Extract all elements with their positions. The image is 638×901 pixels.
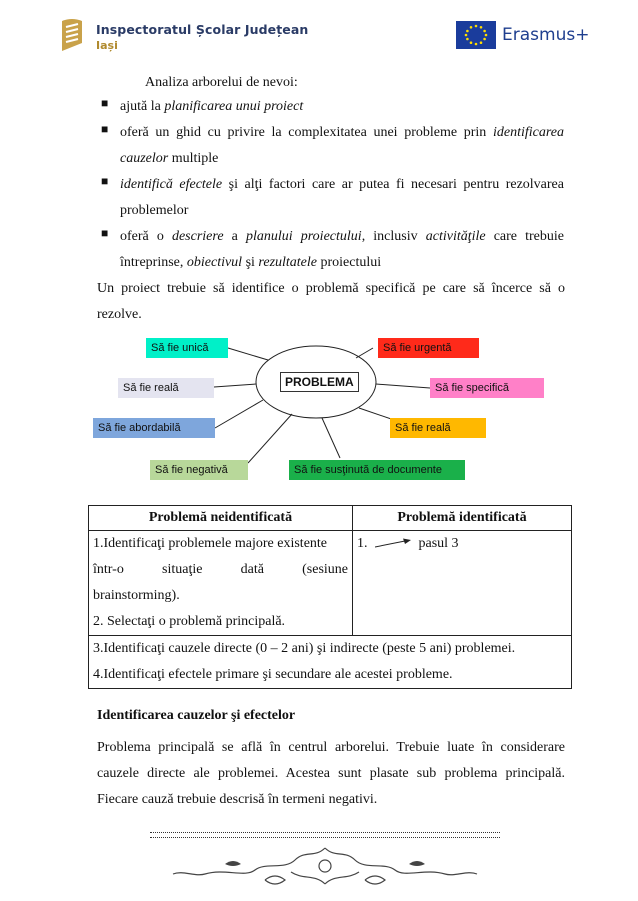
bullet-marker: ■ xyxy=(101,226,109,240)
bullet-3-line1: identifică efectele şi alţi factori care ar putea fi necesari pentru rezolvarea xyxy=(120,177,564,192)
bullet-4-line2: întreprinse, obiectivul şi rezultatele proiectului xyxy=(120,255,382,270)
section-heading: Identificarea cauzelor şi efectelor xyxy=(97,708,296,723)
table-cell-causes-effects xyxy=(89,636,572,689)
table-line: 3.Identificaţi cauzele directe (0 – 2 ani) şi indirecte (peste 5 ani) problemei. xyxy=(93,641,516,656)
footer-divider xyxy=(150,832,500,838)
table-header-right: Problemă identificată xyxy=(353,506,572,531)
bullet-marker: ■ xyxy=(101,174,109,188)
table-step-number: 1. xyxy=(357,536,368,551)
bullet-2-line1: oferă un ghid cu privire la complexitatea unei probleme prin identificarea xyxy=(120,125,564,140)
org-name: Inspectoratul Școlar Județean xyxy=(96,22,309,37)
paragraph-1-line2: rezolve. xyxy=(97,307,142,322)
diagram-label-negative: Să fie negativă xyxy=(150,460,248,480)
bullet-4-line1: oferă o descriere a planului proiectului, inclusiv activităţile care trebuie xyxy=(120,229,564,244)
diagram-label-unique: Să fie unică xyxy=(146,338,228,358)
table-line: brainstorming). xyxy=(93,588,180,603)
bullet-3-line2: problemelor xyxy=(120,203,189,218)
paragraph-2-line2: cauzele directe ale problemei. Acestea sunt plasate sub problema principală. xyxy=(97,766,565,781)
arrow-right-icon xyxy=(375,538,413,550)
table-line: 1.Identificaţi problemele majore existente xyxy=(93,536,328,551)
diagram-label-real-left: Să fie reală xyxy=(118,378,214,398)
erasmus-logo: Erasmus+ xyxy=(502,25,590,45)
diagram-label-specific: Să fie specifică xyxy=(430,378,544,398)
table-cell-identified xyxy=(353,531,572,636)
table-step-text: pasul 3 xyxy=(418,536,459,551)
org-city: Iași xyxy=(96,39,118,52)
table-line: 2. Selectaţi o problemă principală. xyxy=(93,614,286,629)
table-line: într-o situaţie dată (sesiune xyxy=(93,562,348,577)
problem-table xyxy=(88,505,572,689)
bullet-marker: ■ xyxy=(101,122,109,136)
paragraph-2-line1: Problema principală se află în centrul arborelui. Trebuie luate în considerare xyxy=(97,740,565,755)
bullet-1: ajută la planificarea unui proiect xyxy=(120,99,304,114)
paragraph-2-line3: Fiecare cauză trebuie descrisă în termeni negativi. xyxy=(97,792,378,807)
bullet-2-line2: cauzelor multiple xyxy=(120,151,219,166)
diagram-label-real-right: Să fie reală xyxy=(390,418,486,438)
table-header-left: Problemă neidentificată xyxy=(89,506,353,531)
diagram-label-approachable: Să fie abordabilă xyxy=(93,418,215,438)
bullet-marker: ■ xyxy=(101,96,109,110)
table-cell-unidentified xyxy=(89,531,353,636)
diagram-center-label: PROBLEMA xyxy=(280,372,359,392)
inspectorate-logo-icon xyxy=(58,17,86,51)
paragraph-1-line1: Un proiect trebuie să identifice o problemă specifică pe care să încerce să o xyxy=(97,281,565,296)
eu-flag-icon xyxy=(456,21,496,49)
intro-text: Analiza arborelui de nevoi: xyxy=(145,75,298,90)
problem-diagram xyxy=(0,330,638,492)
footer-ornament-icon xyxy=(165,840,485,892)
diagram-label-documented: Să fie susţinută de documente xyxy=(289,460,465,480)
table-line: 4.Identificaţi efectele primare şi secundare ale acestei probleme. xyxy=(93,667,453,682)
diagram-label-urgent: Să fie urgentă xyxy=(378,338,479,358)
